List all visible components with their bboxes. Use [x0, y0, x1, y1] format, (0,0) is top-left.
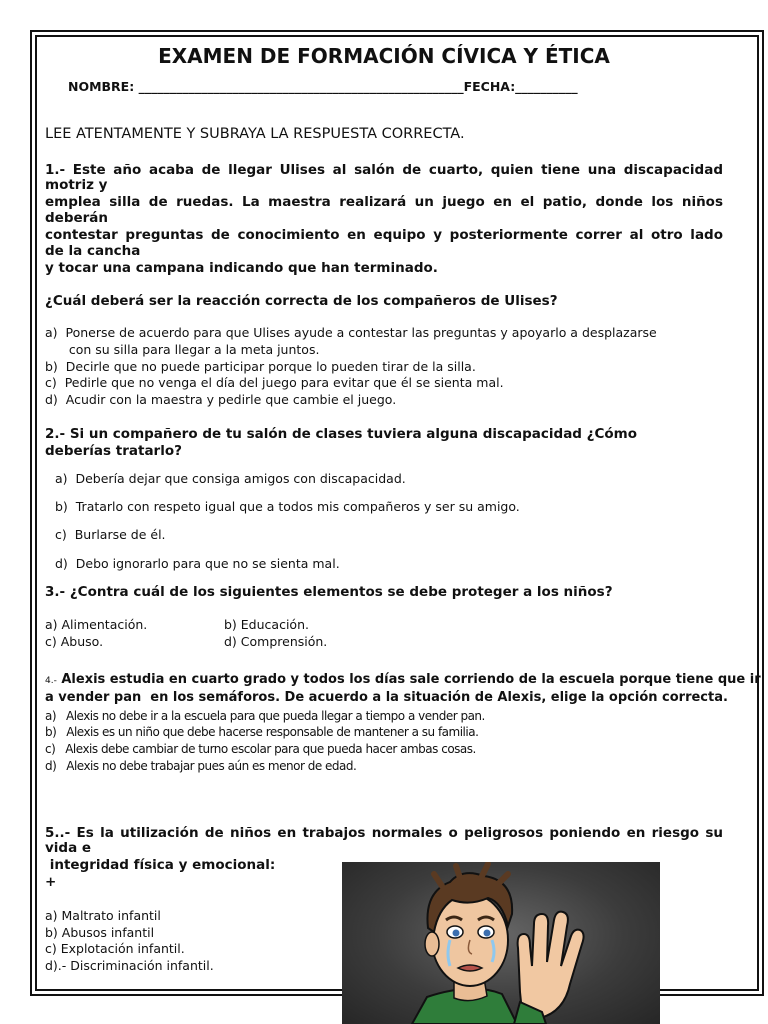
option-a: a) Ponerse de acuerdo para que Ulises ayude a contestar las preguntas y apoyarlo a desplazarse	[45, 325, 657, 340]
question-3-text: 3.- ¿Contra cuál de los siguientes elementos se debe proteger a los niños?	[45, 584, 613, 600]
question-4-line-1: Alexis estudia en cuarto grado y todos los días sale corriendo de la escuela porque tiene que ir	[56, 672, 761, 687]
option-d: d) Comprensión.	[224, 634, 328, 649]
exam-title: EXAMEN DE FORMACIÓN CÍVICA Y ÉTICA	[158, 44, 610, 68]
option-b: b) Abusos infantil	[45, 925, 155, 940]
option-c: c) Pedirle que no venga el día del juego para evitar que él se sienta mal.	[45, 375, 504, 390]
option-a-cont: con su silla para llegar a la meta juntos.	[45, 342, 320, 357]
option-c: c) Explotación infantil.	[45, 941, 185, 956]
option-d: d) Alexis no debe trabajar pues aún es menor de edad.	[45, 759, 357, 773]
option-b: b) Tratarlo con respeto igual que a todos mis compañeros y ser su amigo.	[55, 499, 520, 514]
question-4-line-2: a vender pan en los semáforos. De acuerdo a la situación de Alexis, elige la opción correcta.	[45, 690, 728, 705]
option-a: a) Alexis no debe ir a la escuela para que pueda llegar a tiempo a vender pan.	[45, 709, 485, 723]
option-c: c) Abuso.	[45, 634, 104, 649]
option-a: a) Debería dejar que consiga amigos con discapacidad.	[55, 471, 406, 486]
option-c: c) Burlarse de él.	[55, 527, 166, 542]
instructions: LEE ATENTAMENTE Y SUBRAYA LA RESPUESTA CORRECTA.	[45, 126, 465, 142]
option-d: d) Acudir con la maestra y pedirle que cambie el juego.	[45, 392, 397, 407]
question-1-prompt: ¿Cuál deberá ser la reacción correcta de los compañeros de Ulises?	[45, 293, 558, 309]
crying-child-stop-hand-illustration	[342, 862, 660, 1024]
option-d: d) Debo ignorarlo para que no se sienta mal.	[55, 556, 340, 571]
question-4-text	[45, 672, 761, 687]
option-c: c) Alexis debe cambiar de turno escolar para que pueda hacer ambas cosas.	[45, 742, 476, 756]
option-a: a) Maltrato infantil	[45, 908, 161, 923]
option-a: a) Alimentación.	[45, 617, 148, 632]
option-b: b) Alexis es un niño que debe hacerse responsable de mantener a su familia.	[45, 725, 479, 739]
child-illustration-icon	[342, 862, 660, 1024]
option-b: b) Educación.	[224, 617, 309, 632]
name-date-line: NOMBRE: ____________________________________________________FECHA:__________	[68, 79, 578, 94]
option-b: b) Decirle que no puede participar porque lo pueden tirar de la silla.	[45, 359, 476, 374]
option-d: d).- Discriminación infantil.	[45, 958, 214, 973]
question-4-number: 4.-	[45, 676, 57, 686]
